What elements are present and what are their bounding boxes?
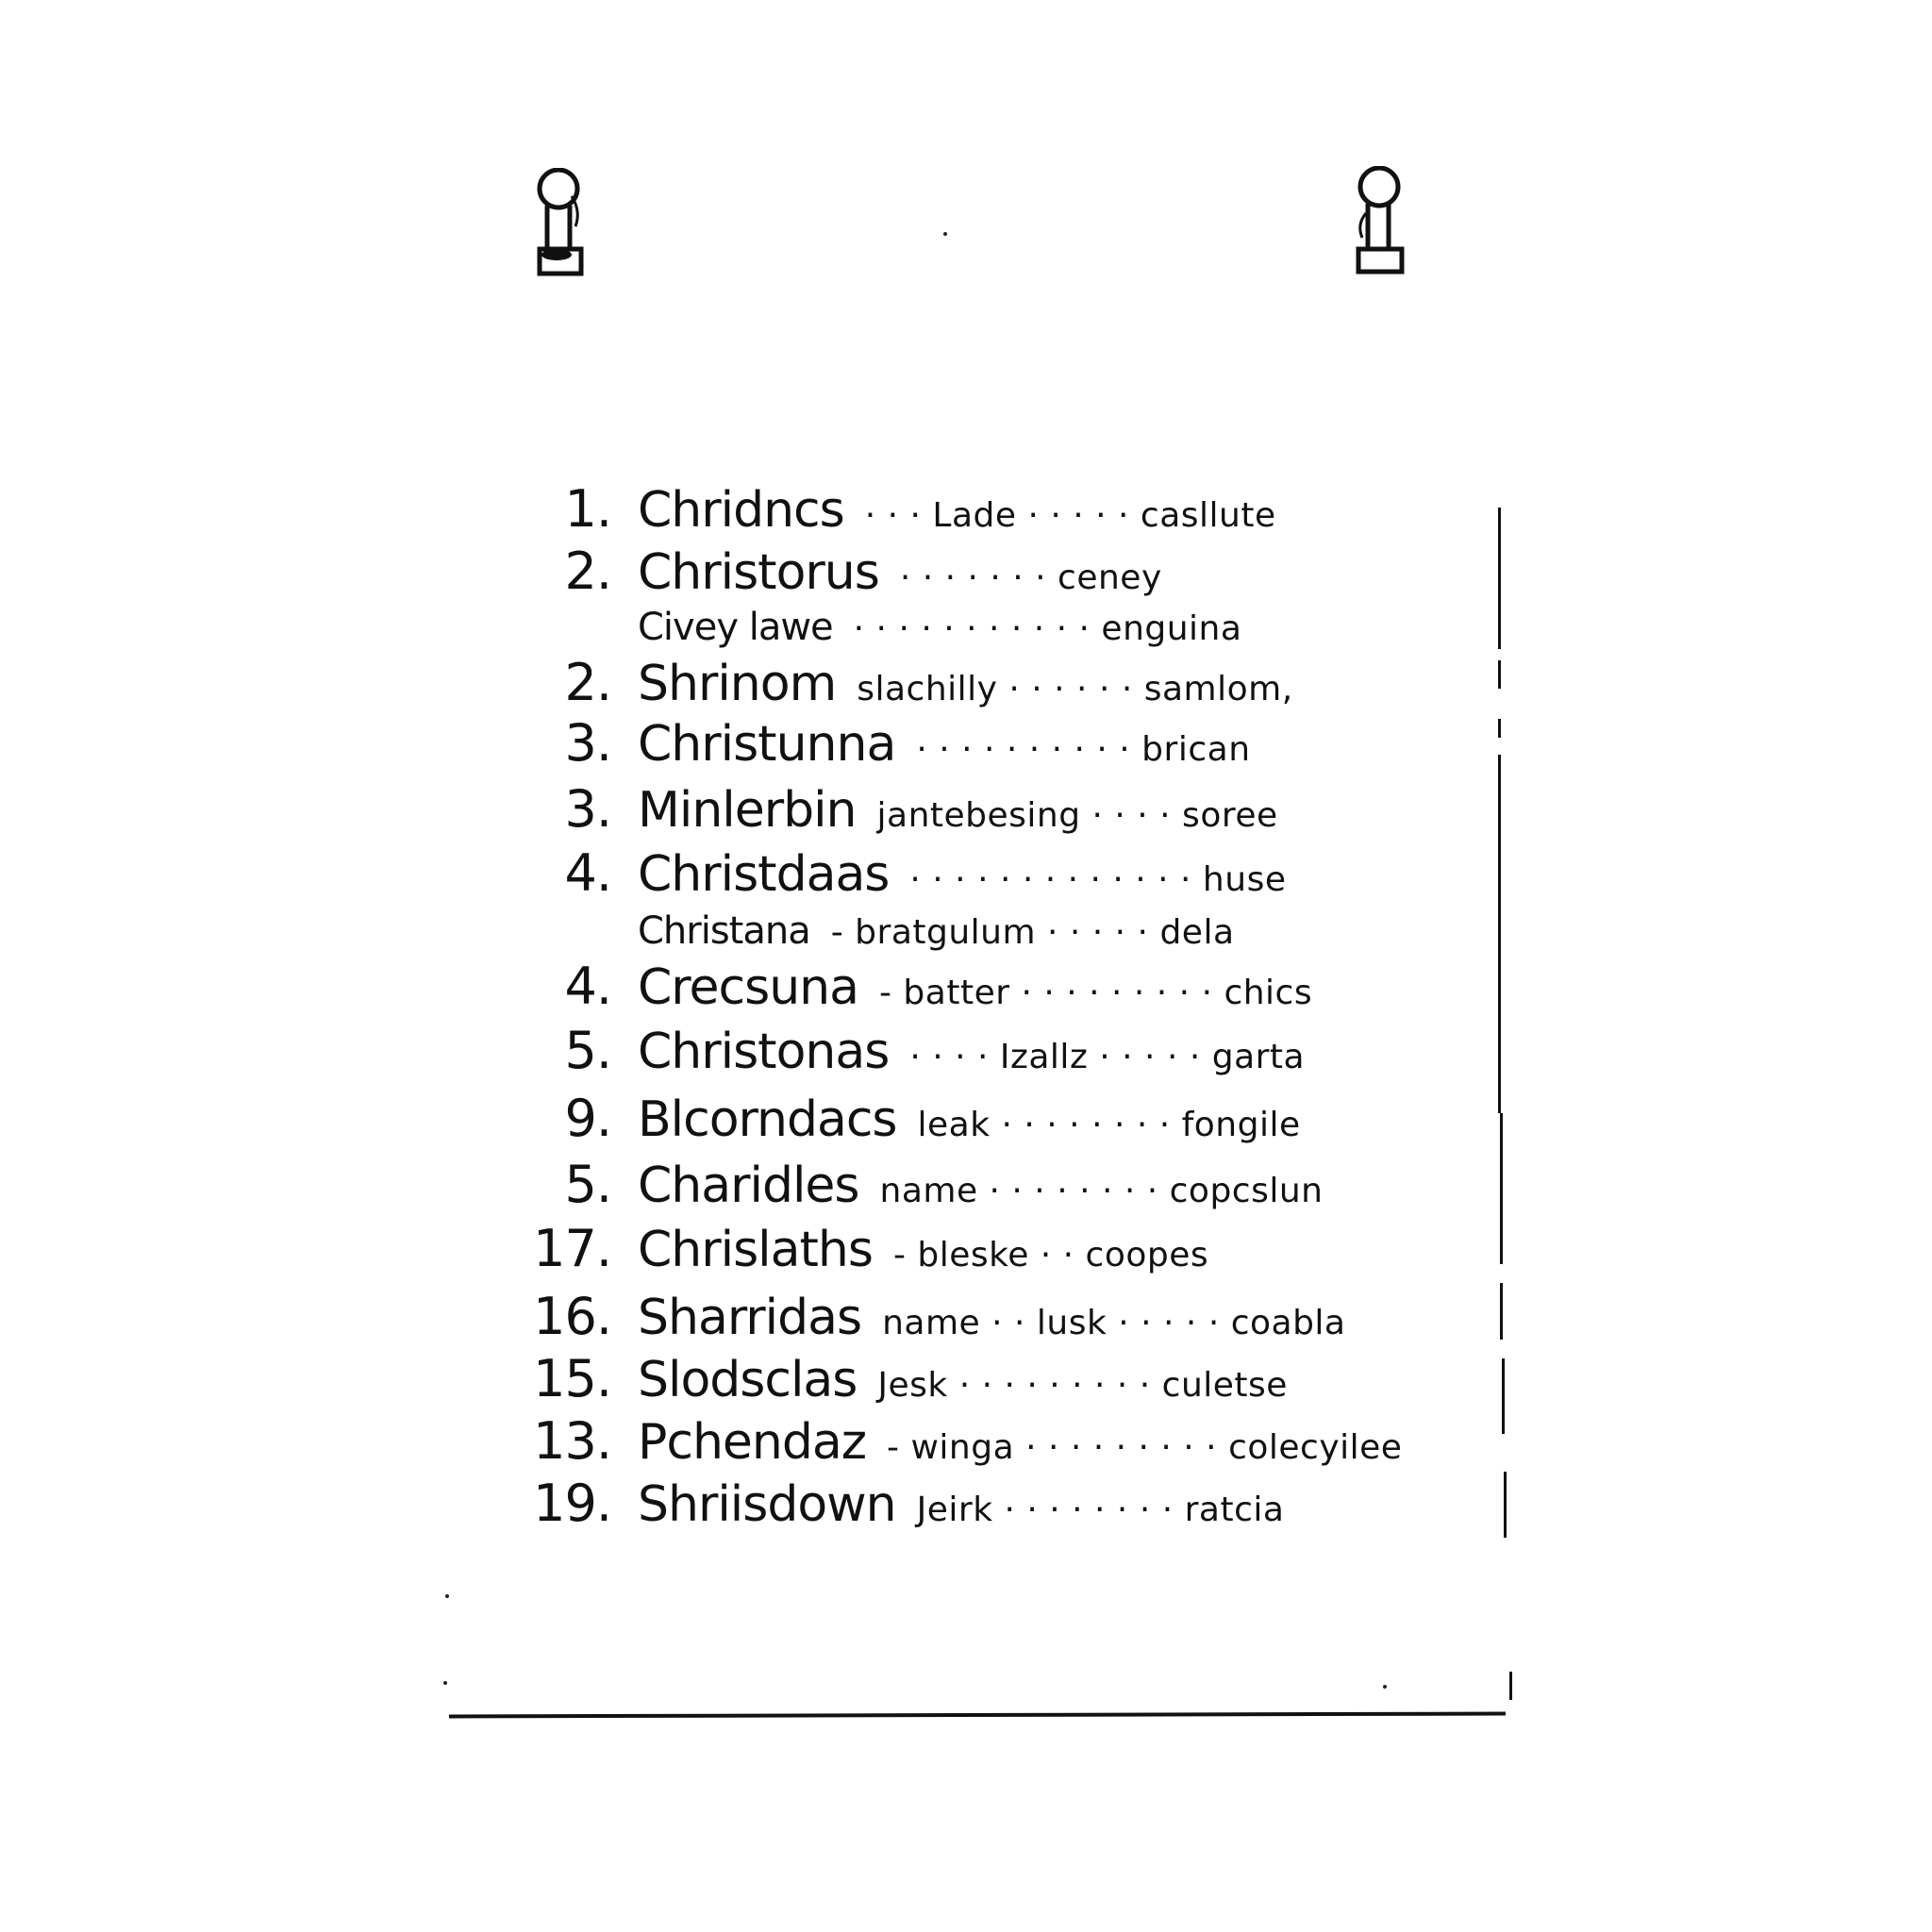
item-number: 2. [564,653,611,712]
margin-line [1498,508,1501,649]
item-detail: · · · Lade · · · · · casllute [864,496,1276,535]
item-number: 3. [564,713,611,773]
margin-line [1504,1472,1507,1538]
list-item [509,1021,1305,1080]
item-detail: slachilly · · · · · · samlom, [857,670,1293,708]
item-name: Christana [638,909,810,953]
margin-line [1509,1672,1512,1700]
list-item [509,1474,1284,1533]
item-detail: name · · · · · · · · copcslun [879,1172,1324,1210]
item-name: Christdaas [638,846,890,903]
item-number: 16. [533,1287,611,1346]
list-item [509,653,1293,712]
list-item [509,1089,1301,1148]
item-detail: Jeirk · · · · · · · · ratcia [916,1491,1285,1529]
item-number: 3. [564,779,611,839]
item-name: Pchendaz [638,1414,867,1471]
speck [445,1594,449,1598]
item-name: Shrinom [638,656,837,712]
item-name: Chridncs [638,482,844,539]
margin-line [1498,660,1501,689]
item-detail: Jesk · · · · · · · · · culetse [877,1366,1288,1405]
item-name: Civey lawe [638,606,833,649]
list-item [509,1155,1323,1214]
list-item [509,957,1312,1016]
list-item [509,479,1276,539]
item-number: 5. [564,1021,611,1080]
list-item [509,1219,1208,1278]
item-detail: leak · · · · · · · · fongile [917,1106,1301,1144]
list-item [509,1411,1402,1471]
margin-line [1502,1358,1505,1434]
item-detail: · · · · · · · · · · · · · huse [909,860,1287,899]
item-detail: - bratgulum · · · · · dela [830,913,1235,952]
speck [443,1681,447,1685]
pushpin-left-icon [534,168,594,279]
item-name: Christorus [638,544,879,601]
list-item [509,1287,1346,1346]
item-number: 5. [564,1155,611,1214]
speck [1383,1685,1387,1689]
margin-line [1498,755,1501,1113]
item-number: 4. [564,957,611,1016]
item-detail: name · · lusk · · · · · coabla [882,1304,1346,1342]
item-detail: - bleske · · coopes [892,1236,1209,1274]
item-name: Crecsuna [638,959,858,1016]
item-name: Christonas [638,1024,890,1080]
list-item [509,1349,1288,1408]
item-number: 13. [533,1411,611,1471]
list-item [509,713,1251,773]
margin-line [1500,1283,1503,1340]
item-number: 4. [564,843,611,903]
item-detail: - winga · · · · · · · · · colecyilee [887,1428,1403,1467]
list-item [509,541,1162,601]
item-name: Chrislaths [638,1222,873,1278]
item-detail: · · · · · · · ceney [899,558,1162,597]
list-item [509,779,1278,839]
speck [943,232,947,236]
item-name: Christunna [638,716,896,773]
item-detail: · · · · · · · · · · brican [916,730,1251,769]
item-name: Charidles [638,1158,859,1214]
margin-line [1498,719,1501,738]
list-item [509,606,1241,649]
item-detail: - batter · · · · · · · · · chics [879,974,1313,1012]
item-number: 1. [564,479,611,539]
item-name: Shriisdown [638,1476,896,1533]
item-name: Minlerbin [638,782,857,839]
item-name: Blcorndacs [638,1091,897,1148]
item-detail: jantebesing · · · · soree [876,796,1278,835]
margin-line [1500,1113,1503,1264]
item-name: Slodsclas [638,1352,858,1408]
item-detail: · · · · · · · · · · · enguina [853,609,1242,648]
item-number: 9. [564,1089,611,1148]
bottom-rule [449,1712,1506,1719]
item-name: Sharridas [638,1290,862,1346]
item-number: 2. [564,541,611,601]
pushpin-right-icon [1351,166,1411,277]
item-number: 17. [533,1219,611,1278]
list-item [509,909,1235,953]
item-detail: · · · · Izallz · · · · · garta [909,1038,1306,1076]
item-number: 19. [533,1474,611,1533]
item-number: 15. [533,1349,611,1408]
list-item [509,843,1286,903]
